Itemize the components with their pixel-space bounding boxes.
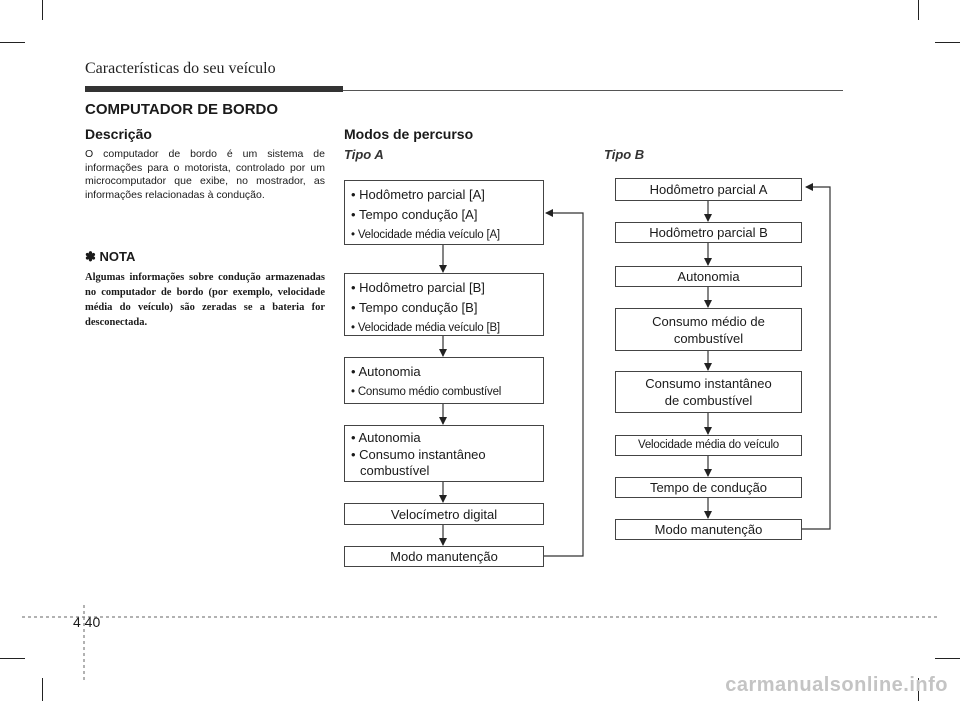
- page-number: 4 40: [73, 614, 101, 630]
- nota-title: ✽ NOTA: [85, 249, 136, 264]
- watermark: carmanualsonline.info: [725, 674, 948, 696]
- list-item: • Consumo instantâneo: [351, 447, 486, 462]
- nota-text: Algumas informações sobre condução armazenadas no computador de bordo (por exemplo, velocidade média do veículo) são zeradas se a bateria for desconectada.: [85, 272, 325, 328]
- descricao-title: Descrição: [85, 126, 152, 142]
- tipo-a-box-5: [344, 503, 544, 525]
- list-item: • Tempo condução [A]: [351, 207, 478, 222]
- box-label: Hodômetro parcial B: [649, 225, 768, 240]
- modos-title: Modos de percurso: [344, 126, 474, 142]
- box-label: Modo manutenção: [654, 522, 763, 537]
- box-label: Autonomia: [677, 269, 740, 284]
- tipo-a-box-3: [344, 357, 544, 404]
- tipo-b-box-4: [615, 308, 802, 351]
- box-label: Consumo médio de: [652, 313, 765, 329]
- tipo-b-box-6: [615, 435, 802, 456]
- tipo-b-box-5: [615, 371, 802, 413]
- list-item: • Hodômetro parcial [B]: [351, 280, 485, 295]
- list-item: • Tempo condução [B]: [351, 300, 478, 315]
- tipo-b-box-3: [615, 266, 802, 287]
- tipo-a-box-6: [344, 546, 544, 567]
- box-label: Hodômetro parcial A: [649, 182, 768, 197]
- header-title: Características do seu veículo: [85, 60, 276, 77]
- tipo-a-box-2: [344, 273, 544, 336]
- section-title: COMPUTADOR DE BORDO: [85, 101, 279, 118]
- list-item: • Autonomia: [351, 364, 421, 379]
- tipo-b-box-7: [615, 477, 802, 498]
- list-item: • Velocidade média veículo [A]: [351, 229, 500, 241]
- list-item: • Consumo médio combustível: [351, 386, 502, 398]
- tipo-b-label: Tipo B: [604, 147, 645, 162]
- box-label: Velocidade média do veículo: [637, 439, 779, 451]
- box-label: Consumo instantâneo: [645, 376, 772, 391]
- box-label: Modo manutenção: [390, 549, 498, 564]
- box-label: Velocímetro digital: [390, 506, 498, 522]
- tipo-a-box-1: [344, 180, 544, 245]
- list-item: • Hodômetro parcial [A]: [351, 187, 485, 202]
- arrow-a-loop: [544, 213, 583, 556]
- tipo-a-label: Tipo A: [344, 147, 384, 162]
- box-label: combustível: [673, 330, 744, 346]
- box-label: Tempo de condução: [649, 480, 768, 495]
- tipo-a-box-4: [344, 425, 544, 482]
- list-item: combustível: [360, 463, 430, 478]
- box-label: de combustível: [664, 393, 753, 408]
- tipo-b-box-1: [615, 178, 802, 201]
- tipo-b-box-2: [615, 222, 802, 243]
- tipo-b-box-8: [615, 519, 802, 540]
- list-item: • Autonomia: [351, 430, 421, 445]
- list-item: • Velocidade média veículo [B]: [351, 322, 500, 334]
- descricao-text: O computador de bordo é um sistema de informações para o motorista, controlado por um microcomputador que exibe, no mostrador, as informações relacionadas à condução.: [85, 148, 325, 201]
- arrow-b-loop: [802, 187, 830, 529]
